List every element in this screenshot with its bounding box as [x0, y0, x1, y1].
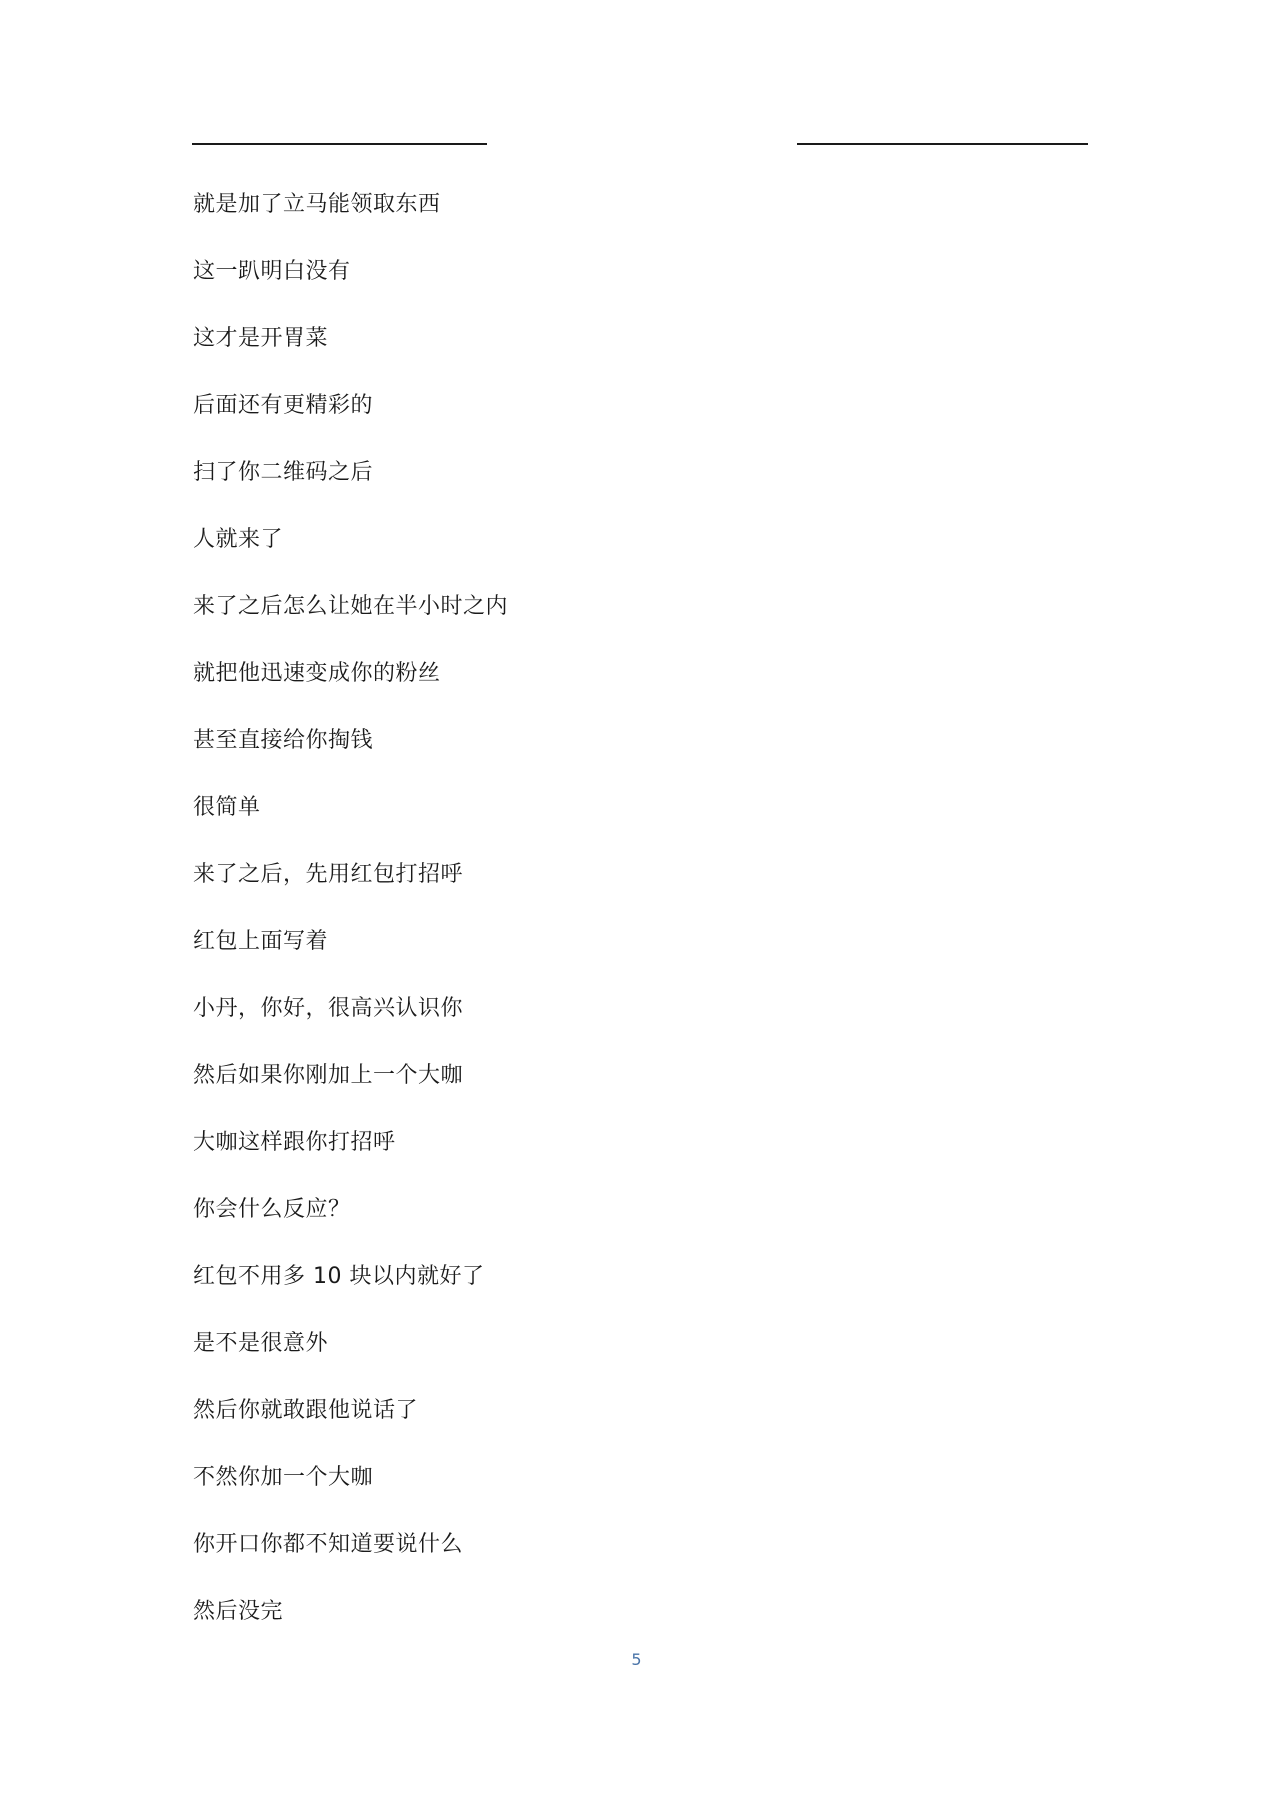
text-line: 这一趴明白没有: [193, 259, 351, 284]
text-line: 人就来了: [193, 527, 284, 552]
text-line: 然后没完: [193, 1599, 284, 1624]
text-line: 这才是开胃菜: [193, 326, 329, 351]
text-line: 大咖这样跟你打招呼: [193, 1130, 396, 1155]
header-rule-right: [797, 143, 1088, 145]
text-line: 不然你加一个大咖: [193, 1465, 374, 1490]
text-line: 红包不用多 10 块以内就好了: [193, 1264, 485, 1289]
header-rule-left: [192, 143, 487, 145]
text-line: 红包上面写着: [193, 929, 329, 954]
text-line: 然后你就敢跟他说话了: [193, 1398, 419, 1423]
text-line: 很简单: [193, 795, 261, 820]
text-line: 小丹，你好，很高兴认识你: [193, 996, 464, 1021]
text-line: 扫了你二维码之后: [193, 460, 374, 485]
text-line: 甚至直接给你掏钱: [193, 728, 374, 753]
text-line: 你会什么反应？: [193, 1197, 351, 1222]
text-line: 是不是很意外: [193, 1331, 329, 1356]
text-line: 然后如果你刚加上一个大咖: [193, 1063, 464, 1088]
transcript-lines: [193, 185, 508, 1659]
text-line: 来了之后怎么让她在半小时之内: [193, 594, 509, 619]
page-number: 5: [631, 1650, 642, 1669]
text-line: 你开口你都不知道要说什么: [193, 1532, 464, 1557]
text-line: 后面还有更精彩的: [193, 393, 374, 418]
text-line: 就是加了立马能领取东西: [193, 192, 441, 217]
text-line: 来了之后，先用红包打招呼: [193, 862, 464, 887]
text-line: 就把他迅速变成你的粉丝: [193, 661, 441, 686]
